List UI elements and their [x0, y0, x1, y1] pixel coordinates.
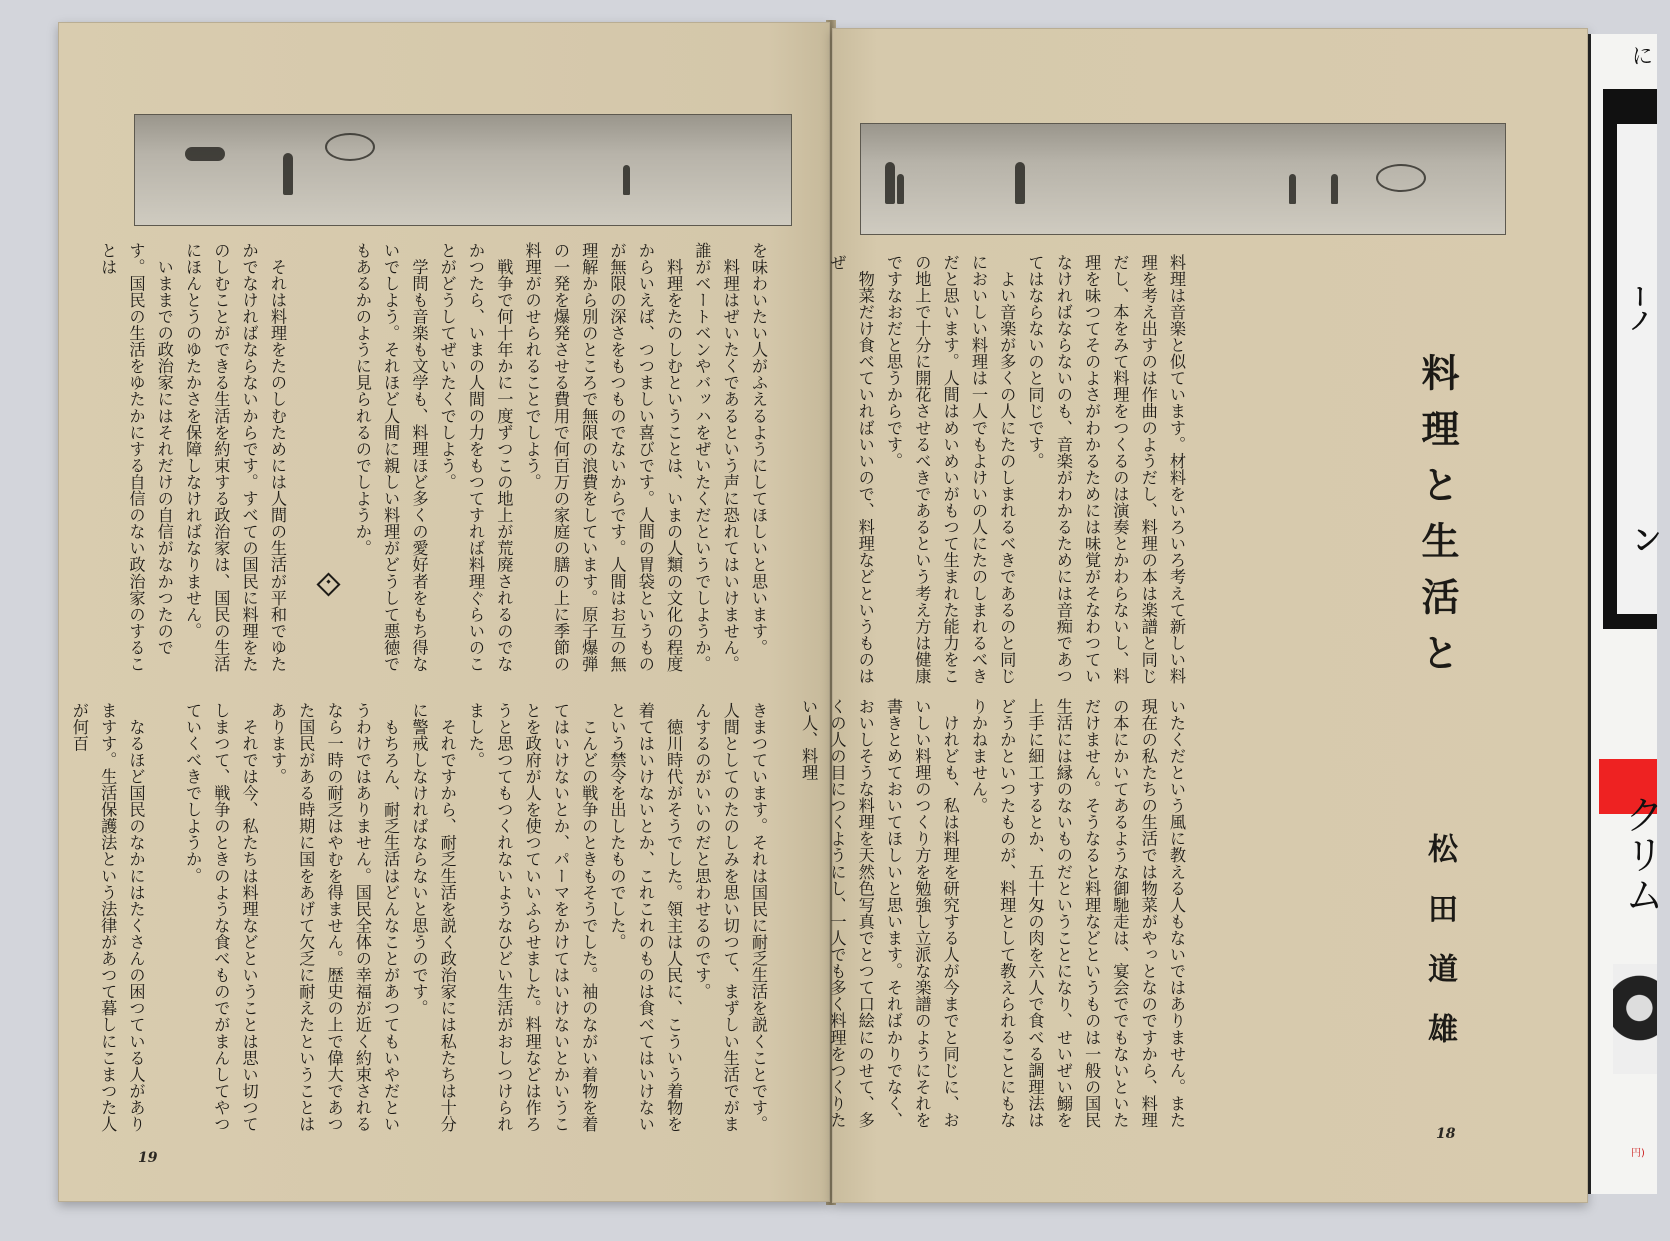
figure-pair — [885, 162, 895, 204]
adjacent-label: ン — [1626, 524, 1661, 554]
illustration-banner — [860, 123, 1506, 235]
adjacent-portrait — [1613, 964, 1657, 1074]
adjacent-text: に — [1628, 44, 1653, 66]
standing-figure — [1289, 174, 1296, 204]
right-page — [799, 28, 1588, 1203]
article-title: 料理と生活と — [1415, 353, 1460, 689]
page-number: 18 — [1436, 1126, 1456, 1142]
cart-figure — [1376, 164, 1426, 192]
dog-figure — [185, 147, 225, 161]
body-text-bottom-column: きまつています。それは国民に耐乏生活を説くことです。人間としてのたのしみを思い切つて、まずしい生活でがまんするのがいいのだと思わせるのです。 徳川時代がそうでした。領主は人民に、こういう着物を着てはいけないとか、これこれのものは食べてはいけないという禁令を出したものでした。 こんどの戦争のときもそうでした。袖のながい着物を着てはいけないとか、パーマをかけてはいけないとかいうことを政府が人を使つていいふらせました。料理などは作ろうと思つてもつくれないようなひどい生活がおしつけられました。 それですから、耐乏生活を説く政治家には私たちは十分に警戒しなければならないと思うのです。 もちろん、耐乏生活はどんなことがあつてもいやだというわけではありません。国民全体の幸福が近く約束されるなら一時の耐乏はやむを得ません。歴史の上で偉大であつた国民がある時期に国をあげて欠乏に耐えたということはあります。 それでは今、私たちは料理などということは思い切つてしまつて、戦争のときのような食べものでがまんしてやつていくべきでしようか。 なるほど国民のなかにはたくさんの困つている人がありますす。生活保護法という法律があつて暮しにこまつた人が何百 — [69, 702, 768, 1133]
left-page — [58, 22, 830, 1202]
walking-figure — [1015, 162, 1025, 204]
adjacent-label: ーノ — [1624, 284, 1652, 332]
body-text-top-column: 料理は音楽と似ています。材料をいろいろ考えて新しい料理を考え出すのは作曲のようだし、料理の本は楽譜と同じだし、本をみて料理をつくるのは演奏とかわらないし、料理を味つてそのよさがわかるためには味覚がそなわつていなければならないのも、音楽がわかるためには音痴であつてはならないのと同じです。 よい音楽が多くの人にたのしまれるべきであるのと同じにおいしい料理は一人でもよけいの人にたのしまれるべきだと思います。人間はめいめいがもつて生まれた能力をこの地上で十分に開花させるべきであるという考え方は健康ですなおだと思うからです。 物菜だけ食べていればいいので、料理などというものはぜ — [827, 254, 1186, 685]
cart-figure — [325, 133, 375, 161]
page-number: 19 — [138, 1150, 158, 1166]
walking-figure — [283, 153, 293, 195]
adjacent-page-edge — [1588, 34, 1664, 1194]
adjacent-large-text: クリム — [1618, 794, 1664, 914]
adjacent-price: 円) — [1631, 1148, 1645, 1159]
figure-pair — [897, 174, 904, 204]
body-text-top-column: を味わいたい人がふえるようにしてほしいと思います。 料理はぜいたくであるという声に恐れてはいけません。誰がベートベンやバッハをぜいたくだというでしようか。 料理をたのしむということは、いまの人類の文化の程度からいえば、つつましい喜びです。人間の胃袋というものが無限の深さをもつものでないからです。人間はお互の無理解から別のところで無限の浪費をしています。原子爆弾の一発を爆発させる費用で何百万の家庭の膳の上に季節の料理がのせられることでしよう。 戦争で何十年かに一度ずつこの地上が荒廃されるのでなかつたら、いまの人間の力をもつてすれば料理ぐらいのことがどうしてぜいたくでしよう。 学問も音楽も文学も、料理ほど多くの愛好者をもち得ないでしよう。それほど人間に親しい料理がどうして悪徳でもあるかのように見られるのでしようか。 それは料理をたのしむためには人間の生活が平和でゆたかでなければならないからです。すべての国民に料理をたのしむことができる生活を約束する政治家は、国民の生活にほんとうのゆたかさを保障しなければなりません。 いままでの政治家にはそれだけの自信がなかつたのです。国民の生活をゆたかにする自信のない政治家のすることは — [98, 242, 768, 673]
standing-figure — [623, 165, 630, 195]
standing-figure — [1331, 174, 1338, 204]
body-text-bottom-column: いたくだという風に教える人もないではありません。また現在の私たちの生活では物菜がやっとなのですから、料理の本にかいてあるような御馳走は、宴会ででもないといただけません。そうなると料理などというものは一般の国民生活には縁のないものだということになり、せいぜい鰯を上手に細工するとか、五十匁の肉を六人で食べる調理法はどうかといつたものが、料理として教えられることにもなりかねません。 けれども、私は料理を研究する人が今までと同じに、おいしい料理のつくり方を勉強し立派な楽譜のようにそれを書きとめておいてほしいと思います。そればかりでなく、おいしそうな料理を天然色写真でとつて口絵にのせて、多くの人の目につくようにし、一人でも多く料理をつくりたい人、料理 — [799, 698, 1186, 1129]
author-name: 松田道雄 — [1422, 833, 1457, 1073]
illustration-banner — [134, 114, 792, 226]
